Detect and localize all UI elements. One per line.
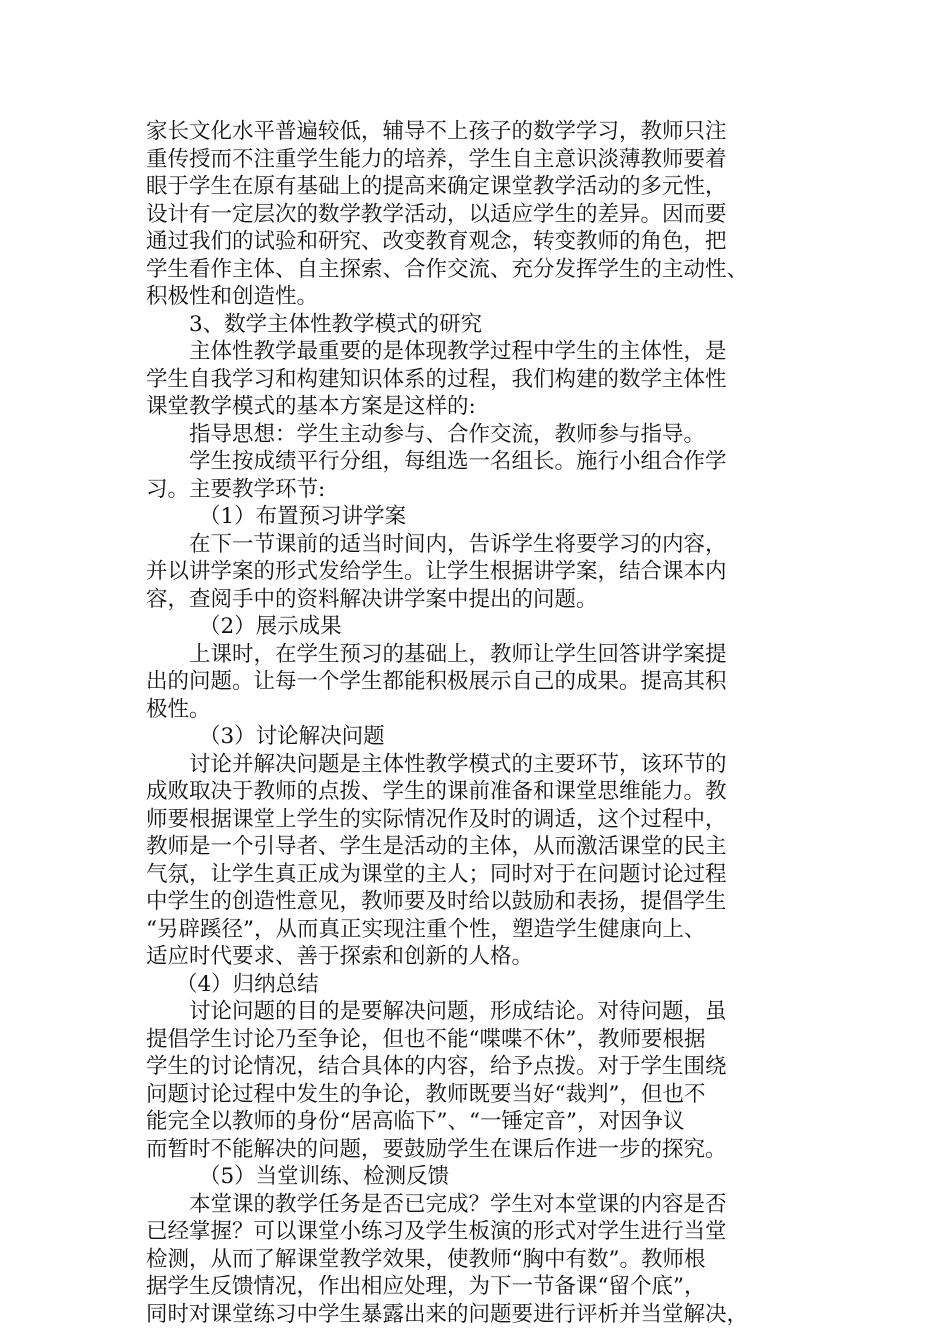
text-line: 而暂时不能解决的问题，要鼓励学生在课后作进一步的探究。 xyxy=(146,1136,727,1162)
text-line: 教师是一个引导者、学生是活动的主体，从而激活课堂的民主 xyxy=(146,834,727,859)
text-line: 师要根据课堂上学生的实际情况作及时的调适，这个过程中， xyxy=(146,806,727,832)
text-line: 眼于学生在原有基础上的提高来确定课堂教学活动的多元性， xyxy=(146,174,727,199)
text-line: 上课时，在学生预习的基础上，教师让学生回答讲学案提 xyxy=(189,641,727,667)
text-line: 气氛，让学生真正成为课堂的主人；同时对于在问题讨论过程 xyxy=(146,861,727,887)
text-line: 成败取决于教师的点拨、学生的课前准备和课堂思维能力。教 xyxy=(146,779,727,804)
subsection-heading: （3）讨论解决问题 xyxy=(199,724,385,749)
text-line: 设计有一定层次的数学教学活动，以适应学生的差异。因而要 xyxy=(146,201,727,227)
text-line: 适应时代要求、善于探索和创新的人格。 xyxy=(146,944,534,969)
text-line: 积极性和创造性。 xyxy=(146,284,319,309)
text-line: 已经掌握？可以课堂小练习及学生板演的形式对学生进行当堂 xyxy=(146,1219,727,1244)
text-line: 问题讨论过程中发生的争论，教师既要当好“裁判”，但也不 xyxy=(146,1081,706,1107)
text-line: 主体性教学最重要的是体现教学过程中学生的主体性，是 xyxy=(189,339,727,364)
text-line: “另辟蹊径”，从而真正实现注重个性，塑造学生健康向上、 xyxy=(146,916,706,942)
text-line: 能完全以教师的身份“居高临下”、“一锤定音”，对因争议 xyxy=(146,1109,685,1134)
text-line: 检测，从而了解课堂教学效果，使教师“胸中有数”。教师根 xyxy=(146,1246,706,1272)
text-line: 通过我们的试验和研究、改变教育观念，转变教师的角色，把 xyxy=(146,229,727,254)
text-line: 并以讲学案的形式发给学生。让学生根据讲学案，结合课本内 xyxy=(146,559,727,584)
text-line: 课堂教学模式的基本方案是这样的: xyxy=(146,394,476,419)
text-line: 同时对课堂练习中学生暴露出来的问题要进行评析并当堂解决， xyxy=(146,1301,749,1327)
text-line: 中学生的创造性意见，教师要及时给以鼓励和表扬，提倡学生 xyxy=(146,889,727,914)
text-line: 讨论并解决问题是主体性教学模式的主要环节，该环节的 xyxy=(189,751,727,777)
text-line: 家长文化水平普遍较低，辅导不上孩子的数学学习，教师只注 xyxy=(146,119,727,144)
subsection-heading: （2）展示成果 xyxy=(199,614,342,639)
text-line: 重传授而不注重学生能力的培养，学生自主意识淡薄教师要着 xyxy=(146,146,727,172)
text-line: 提倡学生讨论乃至争论，但也不能“喋喋不休”，教师要根据 xyxy=(146,1026,706,1052)
text-line: 容，查阅手中的资料解决讲学案中提出的问题。 xyxy=(146,586,598,612)
text-line: 据学生反馈情况，作出相应处理，为下一节备课“留个底”， xyxy=(146,1274,706,1299)
text-line: 习。主要教学环节: xyxy=(146,476,326,502)
text-line: 学生看作主体、自主探索、合作交流、充分发挥学生的主动性、 xyxy=(146,256,749,282)
section-heading: 3、数学主体性教学模式的研究 xyxy=(189,311,483,337)
text-line: 极性。 xyxy=(146,696,211,722)
text-line: 在下一节课前的适当时间内，告诉学生将要学习的内容， xyxy=(189,531,727,557)
text-line: 学生按成绩平行分组，每组选一名组长。施行小组合作学 xyxy=(189,449,727,474)
text-line: 指导思想：学生主动参与、合作交流，教师参与指导。 xyxy=(189,421,706,447)
text-line: 学生的讨论情况，结合具体的内容，给予点拨。对于学生围绕 xyxy=(146,1054,727,1079)
text-line: 出的问题。让每一个学生都能积极展示自己的成果。提高其积 xyxy=(146,669,727,694)
text-line: 本堂课的教学任务是否已完成？学生对本堂课的内容是否 xyxy=(189,1191,727,1217)
text-line: 讨论问题的目的是要解决问题，形成结论。对待问题，虽 xyxy=(189,999,727,1024)
subsection-heading: （1）布置预习讲学案 xyxy=(199,504,407,529)
subsection-heading: （4）归纳总结 xyxy=(176,971,319,997)
subsection-heading: （5）当堂训练、检测反馈 xyxy=(199,1164,450,1189)
text-line: 学生自我学习和构建知识体系的过程，我们构建的数学主体性 xyxy=(146,366,727,392)
document-page xyxy=(146,118,811,1328)
